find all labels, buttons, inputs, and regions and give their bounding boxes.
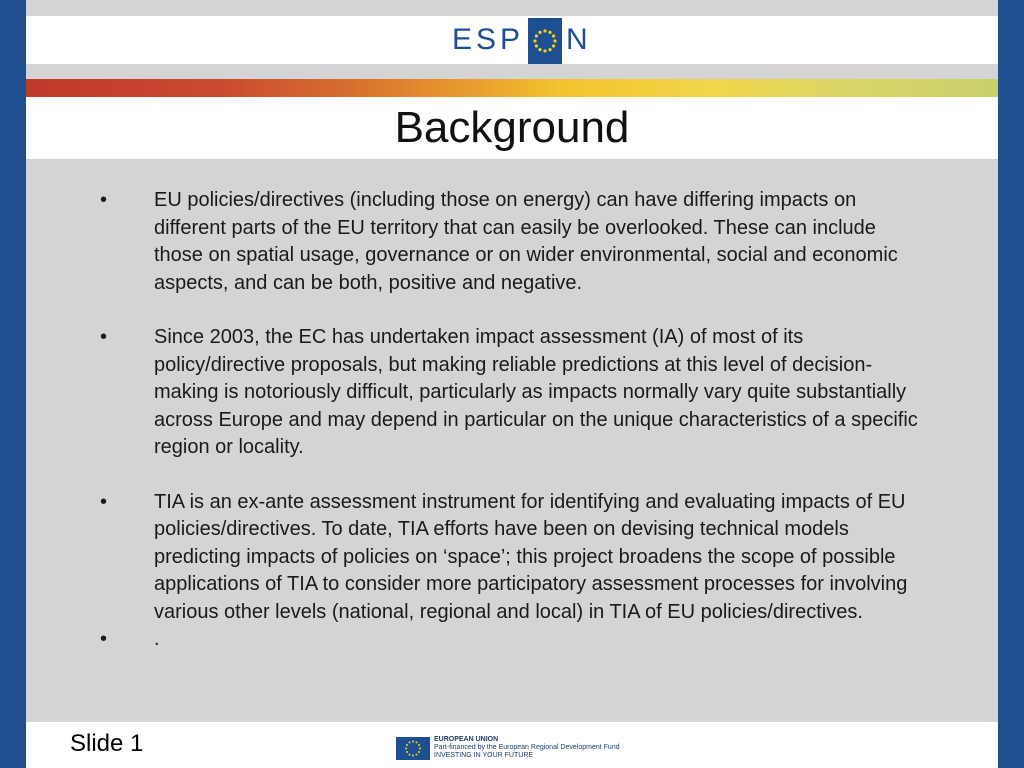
- bullet-text: TIA is an ex-ante assessment instrument for identifying and evaluating impacts of EU policies/directives. To date, TIA efforts have been on devising technical models predicting impacts of policies on ‘space’; this project broadens the scope of possible applications of TIA to consider more participatory assessment processes for involving various other levels (national, regional and local) in TIA of EU policies/directives.: [154, 490, 908, 623]
- bullet-text: .: [154, 628, 160, 650]
- bullet-mark: •: [100, 490, 108, 513]
- bullet-mark: •: [100, 189, 108, 211]
- bullet-item: [26, 489, 998, 627]
- bullet-item: [26, 187, 998, 297]
- title-bar: [26, 97, 998, 159]
- slide: [26, 0, 998, 768]
- bullet-list: [26, 187, 998, 654]
- logo-bar: [26, 16, 998, 64]
- footer: [26, 722, 998, 768]
- espon-logo: [452, 16, 592, 64]
- eu-logo: [396, 736, 620, 760]
- espon-logo-text: ESP: [452, 23, 525, 56]
- page-title: Background: [394, 103, 630, 152]
- eu-slogan: INVESTING IN YOUR FUTURE: [434, 752, 534, 759]
- eu-name: EUROPEAN UNION: [434, 736, 499, 743]
- eu-funding-line: Part-financed by the European Regional Development Fund: [434, 744, 620, 751]
- map-strip: [26, 79, 998, 97]
- bullet-item: [26, 626, 998, 654]
- bullet-mark: •: [100, 628, 108, 650]
- eu-funding-text: [434, 736, 620, 760]
- eu-flag-icon: [396, 737, 430, 760]
- bullet-item: [26, 324, 998, 462]
- espon-logo-icon: [528, 18, 562, 64]
- slide-number: Slide 1: [70, 730, 144, 757]
- bullet-text: EU policies/directives (including those on energy) can have differing impacts on different parts of the EU territory that can easily be overlooked. These can include those on spatial usage, governance or on wider environmental, social and economic aspects, and can be both, positive and negative.: [154, 189, 898, 294]
- bullet-mark: •: [100, 326, 108, 348]
- bullet-text: Since 2003, the EC has undertaken impact assessment (IA) of most of its policy/directive proposals, but making reliable predictions at this level of decision-making is notoriously difficult, particularly as impacts normally vary quite substantially across Europe and may depend in particular on the unique characteristics of a specific region or locality.: [154, 326, 918, 458]
- espon-logo-text-end: N: [566, 23, 592, 56]
